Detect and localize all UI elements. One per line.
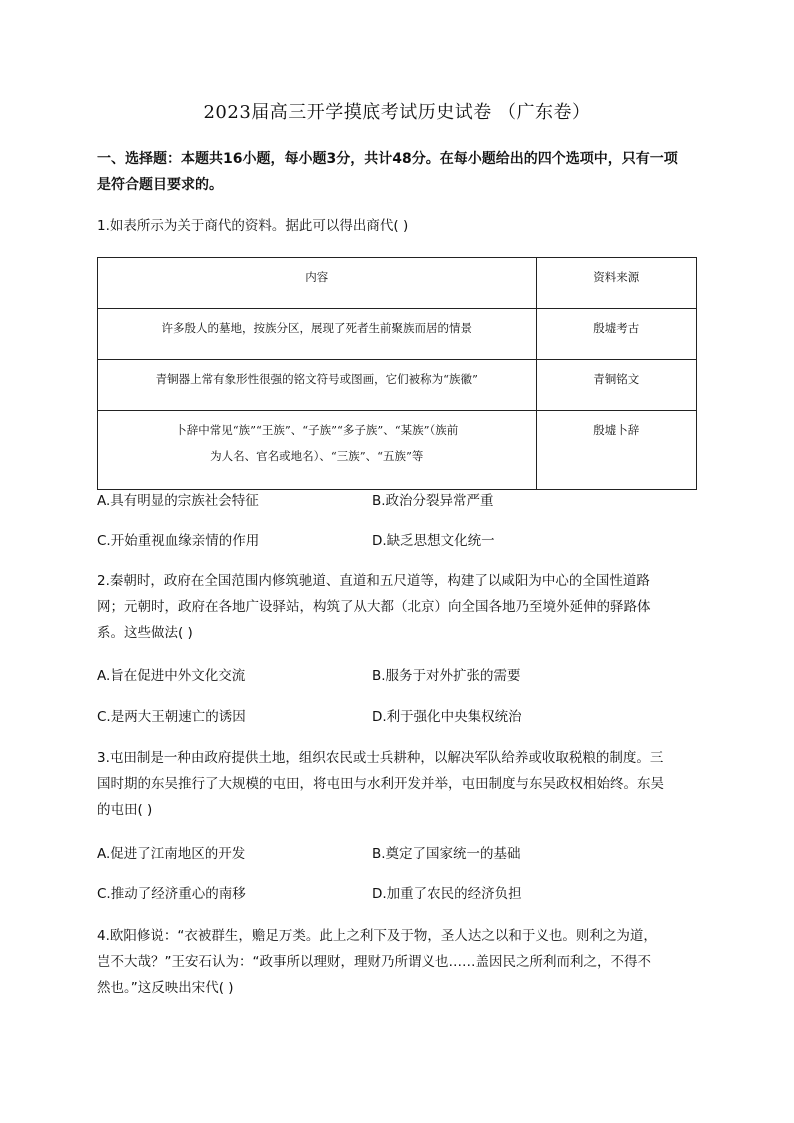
question-3-stem-line-3: 的屯田( ) — [97, 802, 153, 818]
exam-title: 2023届高三开学摸底考试历史试卷 （广东卷） — [203, 102, 591, 123]
table-cell-content-line-2: 为人名、官名或地名）、“三族”、“五族”等 — [210, 449, 424, 463]
question-3-stem-line-1: 3.屯田制是一种由政府提供土地，组织农民或士兵耕种，以解决军队给养或收取税粮的制度。三 — [97, 750, 664, 766]
table-cell-source: 青铜铭文 — [536, 360, 696, 411]
question-2-stem-line-1: 2.秦朝时，政府在全国范围内修筑驰道、直道和五尺道等，构建了以咸阳为中心的全国性道路 — [97, 573, 650, 589]
question-2-stem-line-2: 网；元朝时，政府在各地广设驿站，构筑了从大都（北京）向全国各地乃至境外延伸的驿路体 — [97, 599, 651, 615]
table-cell-content: 青铜器上常有象形性很强的铭文符号或图画，它们被称为“族徽” — [98, 360, 537, 411]
table-cell-source: 殷墟考古 — [536, 309, 696, 360]
table-row — [98, 360, 697, 411]
question-3-stem — [97, 745, 703, 823]
question-1-stem: 1.如表所示为关于商代的资料。据此可以得出商代( ) — [97, 218, 409, 234]
question-3-stem-line-2: 国时期的东吴推行了大规模的屯田，将屯田与水利开发并举，屯田制度与东吴政权相始终。东吴 — [97, 776, 664, 792]
question-4-stem-line-3: 然也。”这反映出宋代( ) — [97, 980, 234, 996]
table-cell-content — [98, 411, 537, 490]
table-row — [98, 309, 697, 360]
question-2-stem-line-3: 系。这些做法( ) — [97, 625, 193, 641]
question-1-option-a[interactable]: A.具有明显的宗族社会特征 — [97, 493, 259, 509]
question-3-option-a[interactable]: A.促进了江南地区的开发 — [97, 846, 246, 862]
section-instructions-line-1: 一、选择题：本题共16小题，每小题3分，共计48分。在每小题给出的四个选项中，只有一项 — [97, 151, 678, 167]
table-header-content: 内容 — [98, 258, 537, 309]
table-row — [98, 411, 697, 490]
question-1-source-table — [97, 257, 697, 490]
question-3-option-d[interactable]: D.加重了农民的经济负担 — [372, 886, 522, 902]
table-header-source: 资料来源 — [536, 258, 696, 309]
question-2-stem — [97, 568, 703, 646]
question-3-option-b[interactable]: B.奠定了国家统一的基础 — [372, 846, 521, 862]
section-instructions — [97, 146, 703, 198]
table-header-row — [98, 258, 697, 309]
question-1-option-c[interactable]: C.开始重视血缘亲情的作用 — [97, 533, 260, 549]
question-2-option-d[interactable]: D.利于强化中央集权统治 — [372, 709, 522, 725]
question-2-option-a[interactable]: A.旨在促进中外文化交流 — [97, 668, 246, 684]
question-2-option-b[interactable]: B.服务于对外扩张的需要 — [372, 668, 521, 684]
table-cell-source: 殷墟卜辞 — [536, 411, 696, 490]
section-instructions-line-2: 是符合题目要求的。 — [97, 177, 223, 193]
table-cell-content-line-1: 卜辞中常见“族”“王族”、“子族”“多子族”、“某族”（族前 — [175, 423, 459, 437]
question-4-stem-line-1: 4.欧阳修说：“衣被群生，赡足万类。此上之利下及于物，圣人达之以和于义也。则利之为道， — [97, 928, 657, 944]
question-1-option-d[interactable]: D.缺乏思想文化统一 — [372, 533, 495, 549]
question-3-option-c[interactable]: C.推动了经济重心的南移 — [97, 886, 246, 902]
question-4-stem — [97, 923, 703, 1001]
question-2-option-c[interactable]: C.是两大王朝速亡的诱因 — [97, 709, 246, 725]
question-4-stem-line-2: 岂不大哉？”王安石认为：“政事所以理财，理财乃所谓义也……盖因民之所利而利之，不得不 — [97, 954, 651, 970]
table-cell-content: 许多殷人的墓地，按族分区，展现了死者生前聚族而居的情景 — [98, 309, 537, 360]
question-1-option-b[interactable]: B.政治分裂异常严重 — [372, 493, 494, 509]
